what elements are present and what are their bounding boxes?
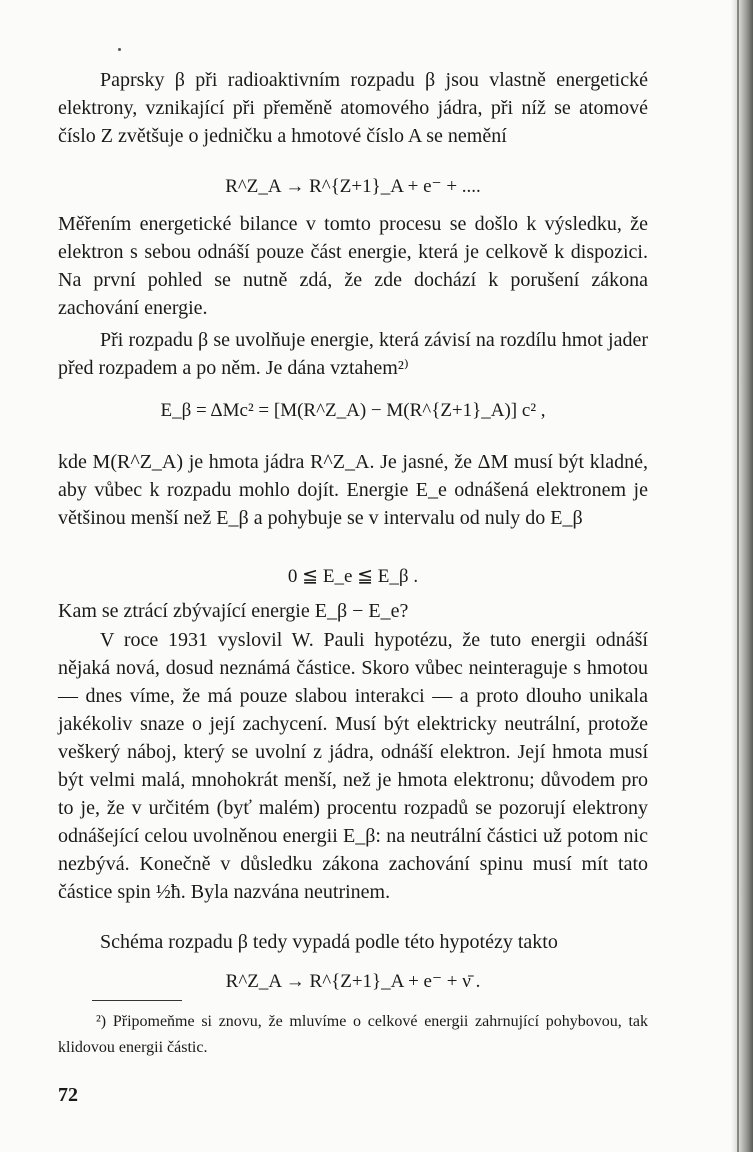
- paragraph-7: [58, 928, 648, 956]
- paragraph-2-text: Měřením energetické bilance v tomto procesu se došlo k výsledku, že elektron s sebou odnáší pouze část energie, která je celkově k dispozici. Na první pohled se nutně zdá, že zde dochází k porušení zákona zachování energie.: [58, 213, 648, 319]
- page-edge-shadow: [731, 0, 753, 1152]
- paragraph-4-text: kde M(R^Z_A) je hmota jádra R^Z_A. Je jasné, že ΔM musí být kladné, aby vůbec k rozpadu mohlo dojít. Energie E_e odnášená elektronem je většinou menší než E_β a pohybuje se v intervalu od nuly do E_β: [58, 451, 648, 529]
- footnote: ²) Připomeňme si znovu, že mluvíme o celkové energii zahrnující pohybovou, tak klidovou energii částic.: [58, 1013, 648, 1056]
- paragraph-1: [58, 66, 648, 150]
- paragraph-5-text: Kam se ztrácí zbývající energie E_β − E_e?: [58, 600, 409, 622]
- paragraph-4: [58, 448, 648, 532]
- paragraph-2: [58, 210, 648, 322]
- paragraph-3-text: Při rozpadu β se uvolňuje energie, která závisí na rozdílu hmot jader před rozpadem a po něm. Je dána vztahem²⁾: [58, 329, 648, 379]
- page-number: 72: [58, 1084, 78, 1106]
- paragraph-1-text: Paprsky β při radioaktivním rozpadu β jsou vlastně energetické elektrony, vznikající při přeměně atomového jádra, při níž se atomové číslo Z zvětšuje o jedničku a hmotové číslo A se nemění: [58, 69, 648, 147]
- paragraph-5: [58, 597, 648, 625]
- paragraph-3: [58, 326, 648, 382]
- speck: [118, 48, 121, 51]
- formula-2: E_β = ΔMc² = [M(R^Z_A) − M(R^{Z+1}_A)] c² ,: [160, 400, 546, 421]
- formula-4: R^Z_A → R^{Z+1}_A + e⁻ + ν̄ .: [225, 971, 481, 992]
- paragraph-7-text: Schéma rozpadu β tedy vypadá podle této hypotézy takto: [100, 931, 558, 953]
- footnote-rule: [92, 1000, 182, 1001]
- formula-1: R^Z_A → R^{Z+1}_A + e⁻ + ....: [225, 176, 481, 197]
- paragraph-6-text: V roce 1931 vyslovil W. Pauli hypotézu, že tuto energii odnáší nějaká nová, dosud neznámá částice. Skoro vůbec neinteraguje s hmotou — dnes víme, že má pouze slabou interakci — a proto dlouho unikala jakékoliv snaze o její zachycení. Musí být elektricky neutrální, protože veškerý náboj, který se uvolní z jádra, odnáší elektron. Její hmota musí být velmi malá, mnohokrát menší, než je hmota elektronu; důvodem pro to je, že v určitém (byť malém) procentu rozpadů se pozorují elektrony odnášející celou uvolněnou energii E_β: na neutrální částici už potom nic nezbývá. Konečně v důsledku zákona zachování spinu musí mít tato částice spin ½ħ. Byla nazvána neutrinem.: [58, 629, 648, 903]
- page-edge-line: [737, 0, 739, 1152]
- formula-3: 0 ≦ E_e ≦ E_β .: [287, 566, 419, 587]
- paragraph-6: [58, 626, 648, 906]
